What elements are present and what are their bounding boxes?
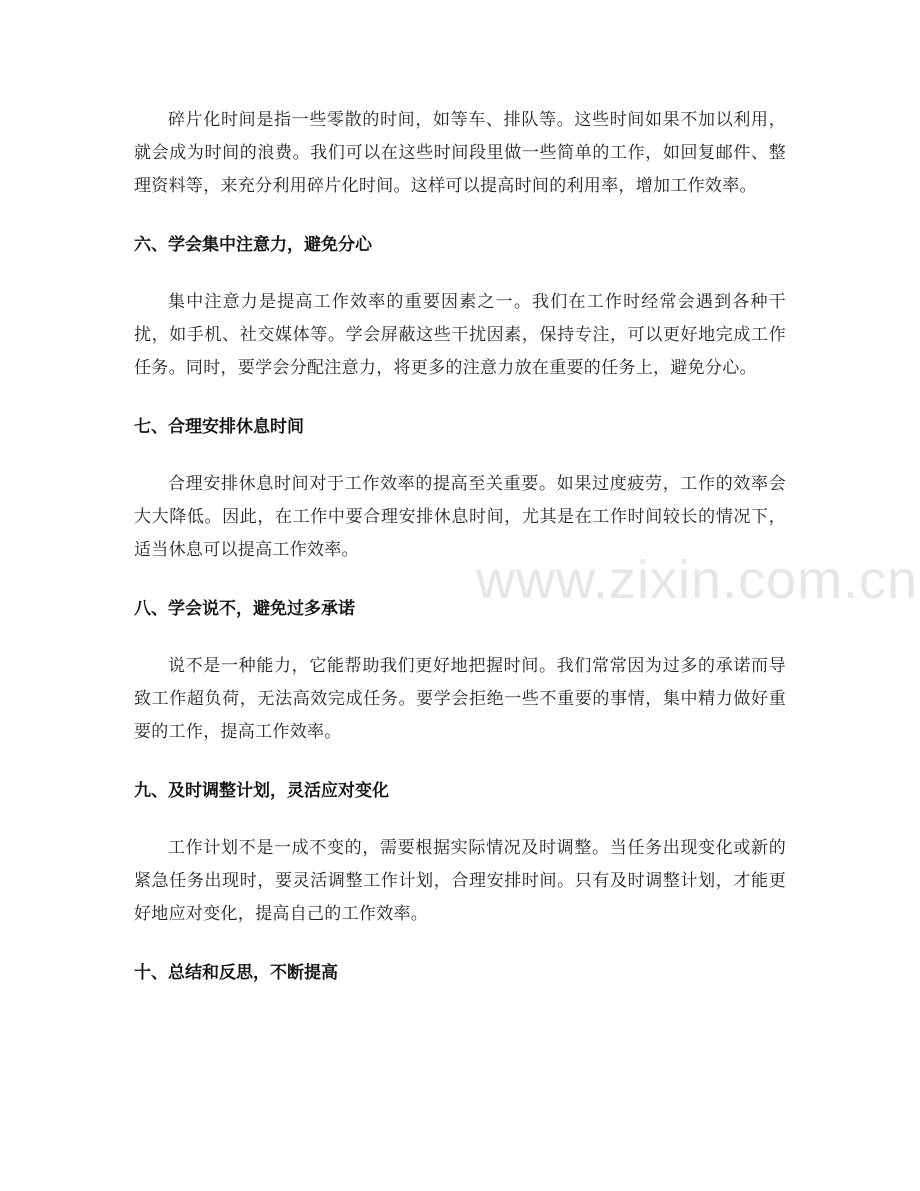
heading-section-9: 九、及时调整计划，灵活应对变化 (134, 781, 389, 801)
paragraph-section-9: 工作计划不是一成不变的，需要根据实际情况及时调整。当任务出现变化或新的紧急任务出现时，要灵活调整工作计划，合理安排时间。只有及时调整计划，才能更好地应对变化，提高自己的工作效率。 (134, 838, 786, 924)
paragraph-section-7: 合理安排休息时间对于工作效率的提高至关重要。如果过度疲劳，工作的效率会大大降低。因此，在工作中要合理安排休息时间，尤其是在工作时间较长的情况下，适当休息可以提高工作效率。 (134, 474, 786, 560)
document-content (134, 104, 786, 986)
paragraph-fragmented-time: 碎片化时间是指一些零散的时间，如等车、排队等。这些时间如果不加以利用，就会成为时间的浪费。我们可以在这些时间段里做一些简单的工作，如回复邮件、整理资料等，来充分利用碎片化时间。这样可以提高时间的利用率，增加工作效率。 (134, 110, 786, 196)
heading-section-10: 十、总结和反思，不断提高 (134, 963, 338, 983)
heading-section-6: 六、学会集中注意力，避免分心 (134, 235, 372, 255)
paragraph-section-8: 说不是一种能力，它能帮助我们更好地把握时间。我们常常因为过多的承诺而导致工作超负荷，无法高效完成任务。要学会拒绝一些不重要的事情，集中精力做好重要的工作，提高工作效率。 (134, 656, 786, 742)
heading-section-7: 七、合理安排休息时间 (134, 417, 304, 437)
paragraph-section-6: 集中注意力是提高工作效率的重要因素之一。我们在工作时经常会遇到各种干扰，如手机、社交媒体等。学会屏蔽这些干扰因素，保持专注，可以更好地完成工作任务。同时，要学会分配注意力，将更多的注意力放在重要的任务上，避免分心。 (134, 292, 786, 378)
heading-section-8: 八、学会说不，避免过多承诺 (134, 599, 355, 619)
watermark: www.zixin.com.cn (476, 550, 919, 610)
